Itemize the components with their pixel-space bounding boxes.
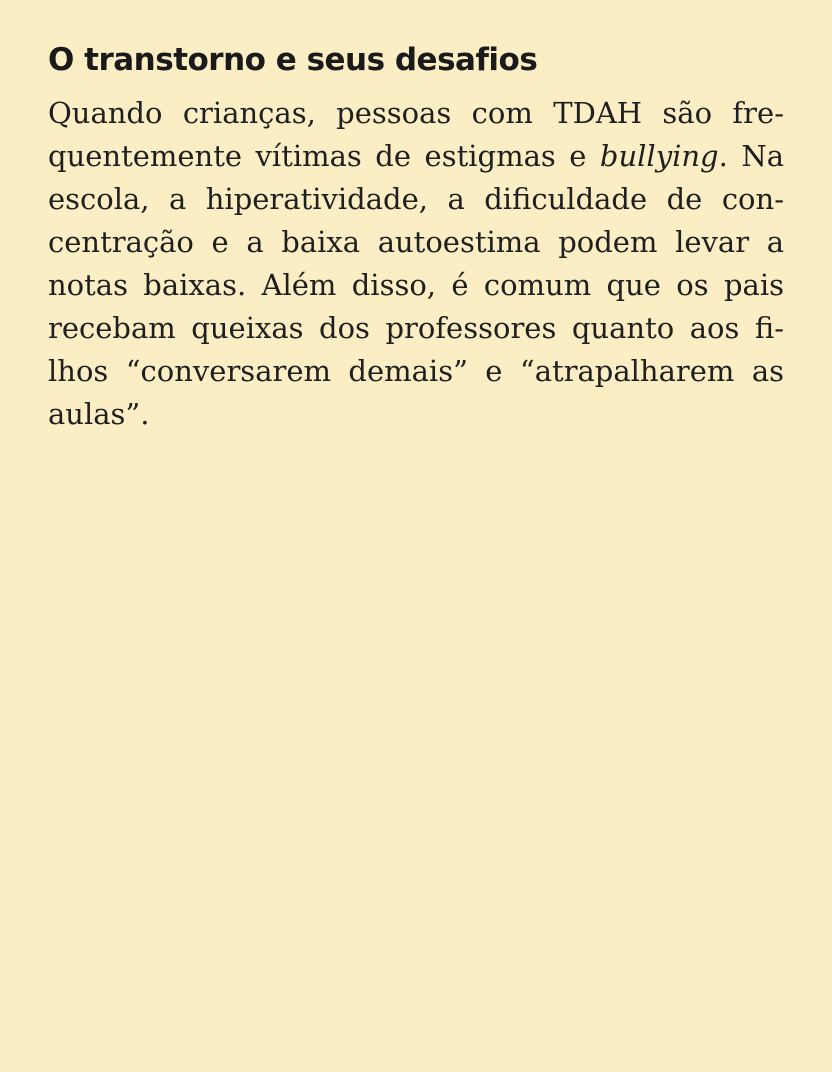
italic-term: bullying xyxy=(599,139,719,173)
paragraph-line: escola, a hiperatividade, a dificuldade de con- xyxy=(48,182,784,216)
paragraph-line: aulas”. xyxy=(48,397,150,431)
paragraph-line xyxy=(48,135,784,178)
paragraph-line: notas baixas. Além disso, é comum que os pais xyxy=(48,268,784,302)
section-heading: O transtorno e seus desafios xyxy=(48,42,538,78)
paragraph-line: lhos “conversarem demais” e “atrapalharem as xyxy=(48,354,784,388)
body-paragraph xyxy=(48,92,784,436)
paragraph-line: centração e a baixa autoestima podem levar a xyxy=(48,225,784,259)
text-run: . Na xyxy=(718,139,784,173)
text-run: quentemente vítimas de estigmas e xyxy=(48,139,600,173)
article-section xyxy=(48,38,784,436)
paragraph-line: Quando crianças, pessoas com TDAH são fre- xyxy=(48,96,784,130)
paragraph-line: recebam queixas dos professores quanto aos fi- xyxy=(48,311,784,345)
